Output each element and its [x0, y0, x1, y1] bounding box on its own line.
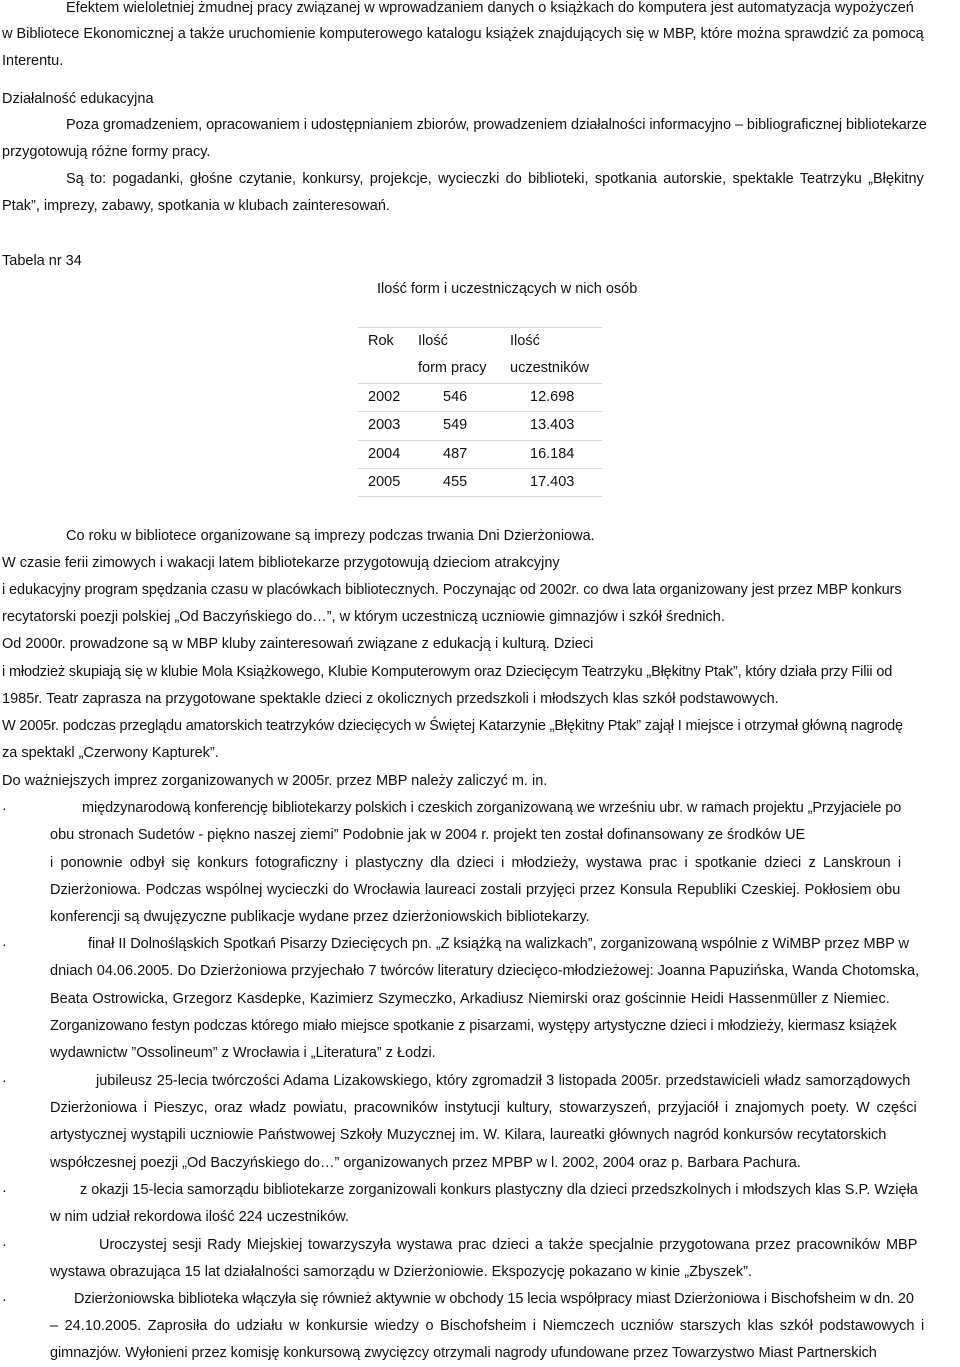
bullet-f-line-1: Uroczystej sesji Rady Miejskiej towarzyszyła wystawa prac dzieci a także specjalnie przygotowana przez pracowników MBP	[99, 1237, 918, 1253]
body-line-9: za spektakl „Czerwony Kapturek”.	[2, 745, 219, 761]
header-form-1: Ilość	[418, 328, 510, 356]
paragraph-1-line-2: przygotowują różne formy pracy.	[2, 144, 211, 160]
bullet-e-line-1: z okazji 15-lecia samorządu bibliotekarze zorganizowali konkurs plastyczny dla dzieci przedszkolnych i młodszych klas S.P. Wzięła	[80, 1182, 918, 1198]
table-row: 2005 455 17.403	[358, 469, 602, 497]
table-title: Ilość form i uczestniczących w nich osób	[377, 281, 638, 297]
bullet-d-line-3: artystycznej wystąpili uczniowie Państwowej Szkoły Muzycznej im. W. Kilara, laureatki głównych nagród konkursów recytatorskich	[50, 1127, 887, 1143]
bullet-a-line-3: i ponownie odbył się konkurs fotograficzny i plastyczny dla dzieci i młodzieży, wystawa prac i spotkanie dzieci z Lanskroun i	[50, 855, 902, 871]
bullet-marker: ·	[2, 1073, 7, 1089]
statistics-table	[358, 327, 602, 497]
intro-line-2: w Bibliotece Ekonomicznej a także uruchomienie komputerowego katalogu książek znajdujących się w MBP, które można sprawdzić za pomocą	[2, 26, 924, 42]
body-line-2: W czasie ferii zimowych i wakacji latem bibliotekarze przygotowują dzieciom atrakcyjny	[2, 555, 560, 571]
section-title: Działalność edukacyjna	[2, 91, 154, 107]
bullet-a-line-2: obu stronach Sudetów - piękno naszej ziemi” Podobnie jak w 2004 r. projekt ten został dofinansowany ze środków UE	[50, 827, 806, 843]
table-row: 2002 546 12.698	[358, 383, 602, 411]
body-line-1: Co roku w bibliotece organizowane są imprezy podczas trwania Dni Dzierżoniowa.	[66, 528, 595, 544]
table-header-row-1	[358, 328, 602, 356]
body-line-6: i młodzież skupiają się w klubie Mola Książkowego, Klubie Komputerowym oraz Dziecięcym Teatrzyku „Błękitny Ptak”, który działa przy Filii od	[2, 664, 893, 680]
bullet-c-line-4: Zorganizowano festyn podczas którego miało miejsce spotkanie z pisarzami, występy artystyczne dzieci i młodzieży, kiermasz książek	[50, 1018, 897, 1034]
paragraph-2-line-1: Są to: pogadanki, głośne czytanie, konkursy, projekcje, wycieczki do biblioteki, spotkania autorskie, spektakle Teatrzyku „Błękitny	[66, 171, 924, 187]
bullet-f-line-2: wystawa obrazująca 15 lat działalności samorządu w Dzierżoniowie. Ekspozycję pokazano w kinie „Zbyszek”.	[50, 1264, 752, 1280]
bullet-d-line-1: jubileusz 25-lecia twórczości Adama Lizakowskiego, który zgromadził 3 listopada 2005r. przedstawicieli władz samorządowych	[96, 1073, 911, 1089]
bullet-d-line-4: współczesnej poezji „Od Baczyńskiego do…” organizowanych przez MPBP w l. 2002, 2004 oraz p. Barbara Pachura.	[50, 1155, 801, 1171]
body-line-10: Do ważniejszych imprez zorganizowanych w 2005r. przez MBP należy zaliczyć m. in.	[2, 773, 548, 789]
table-row: 2004 487 16.184	[358, 440, 602, 468]
bullet-e-line-2: w nim udział rekordowa ilość 224 uczestników.	[50, 1209, 349, 1225]
table-row: 2003 549 13.403	[358, 412, 602, 440]
body-line-8: W 2005r. podczas przeglądu amatorskich teatrzyków dziecięcych w Świętej Katarzynie „Błękitny Ptak” zajął I miejsce i otrzymał główną nagrodę	[2, 718, 903, 734]
header-ucz-2: uczestników	[510, 360, 589, 377]
bullet-c-line-1: finał II Dolnośląskich Spotkań Pisarzy Dziecięcych pn. „Z książką na walizkach”, zorganizowaną wspólnie z WiMBP przez MBP w	[88, 936, 909, 952]
intro-line-1: Efektem wieloletniej żmudnej pracy związanej w wprowadzaniem danych o książkach do komputera jest automatyzacja wypożyczeń	[66, 0, 914, 16]
bullet-g-line-2: – 24.10.2005. Zaprosiła do udziału w konkursie wiedzy o Bischofsheim i Niemczech uczniów starszych klas szkół podstawowych i	[50, 1318, 925, 1334]
bullet-d-line-2: Dzierżoniowa i Pieszyc, oraz władz powiatu, pracowników instytucji kultury, stowarzyszeń, przyjaciół i znajomych poety. W części	[50, 1100, 917, 1116]
table-header-row-2	[358, 355, 602, 383]
body-line-4: recytatorski poezji polskiej „Od Baczyńskiego do…”, w którym uczestniczą uczniowie gimnazjów i szkół średnich.	[2, 609, 725, 625]
paragraph-2-line-2: Ptak”, imprezy, zabawy, spotkania w klubach zainteresowań.	[2, 198, 390, 214]
bullet-marker: ·	[2, 1292, 7, 1308]
bullet-c-line-3: Beata Ostrowicka, Grzegorz Kasdepke, Kazimierz Szymeczko, Arkadiusz Niemirski oraz gościnnie Heidi Hassenmüller z Niemiec.	[50, 991, 890, 1007]
bullet-a-line-4: Dzierżoniowa. Podczas wspólnej wycieczki do Wrocławia laureaci zostali przyjęci przez Konsula Republiki Czeskiej. Pokłosiem obu	[50, 882, 901, 898]
bullet-c-line-2: dniach 04.06.2005. Do Dzierżoniowa przyjechało 7 twórców literatury dziecięco-młodzieżowej: Joanna Papuzińska, Wanda Chotomska,	[50, 963, 920, 979]
header-rok: Rok	[358, 328, 418, 356]
bullet-g-line-3: gimnazjów. Wyłonieni przez komisję konkursową zwycięzcy otrzymali nagrody ufundowane przez Towarzystwo Miast Partnerskich	[50, 1345, 877, 1361]
bullet-g-line-1: Dzierżoniowska biblioteka włączyła się również aktywnie w obchody 15 lecia współpracy miast Dzierżoniowa i Bischofsheim w dn. 20	[74, 1291, 914, 1307]
body-line-3: i edukacyjny program spędzania czasu w placówkach bibliotecznych. Poczynając od 2002r. co dwa lata organizowany jest przez MBP konkurs	[2, 582, 902, 598]
header-form-2: form pracy	[418, 360, 487, 377]
paragraph-1-line-1: Poza gromadzeniem, opracowaniem i udostępnianiem zbiorów, prowadzeniem działalności informacyjno – bibliograficznej bibliotekarze	[66, 117, 927, 133]
bullet-c-line-5: wydawnictw ”Ossolineum” z Wrocławia i „Literatura” z Łodzi.	[50, 1045, 436, 1061]
body-line-5: Od 2000r. prowadzone są w MBP kluby zainteresowań związane z edukacją i kulturą. Dzieci	[2, 636, 594, 652]
bullet-marker: ·	[2, 1183, 7, 1199]
bullet-marker: ·	[2, 801, 7, 817]
table-label: Tabela nr 34	[2, 253, 82, 269]
intro-line-3: Interentu.	[2, 53, 64, 69]
body-line-7: 1985r. Teatr zaprasza na przygotowane spektakle dzieci z okolicznych przedszkoli i młodszych klas szkół podstawowych.	[2, 691, 779, 707]
bullet-a-line-1: międzynarodową konferencję bibliotekarzy polskich i czeskich zorganizowaną we wrześniu ubr. w ramach projektu „Przyjaciele po	[82, 800, 902, 816]
bullet-marker: ·	[2, 937, 7, 953]
header-ucz-1: Ilość	[510, 328, 602, 356]
bullet-a-line-5: konferencji są dwujęzyczne publikacje wydane przez dzierżoniowskich bibliotekarzy.	[50, 909, 590, 925]
bullet-marker: ·	[2, 1237, 7, 1253]
